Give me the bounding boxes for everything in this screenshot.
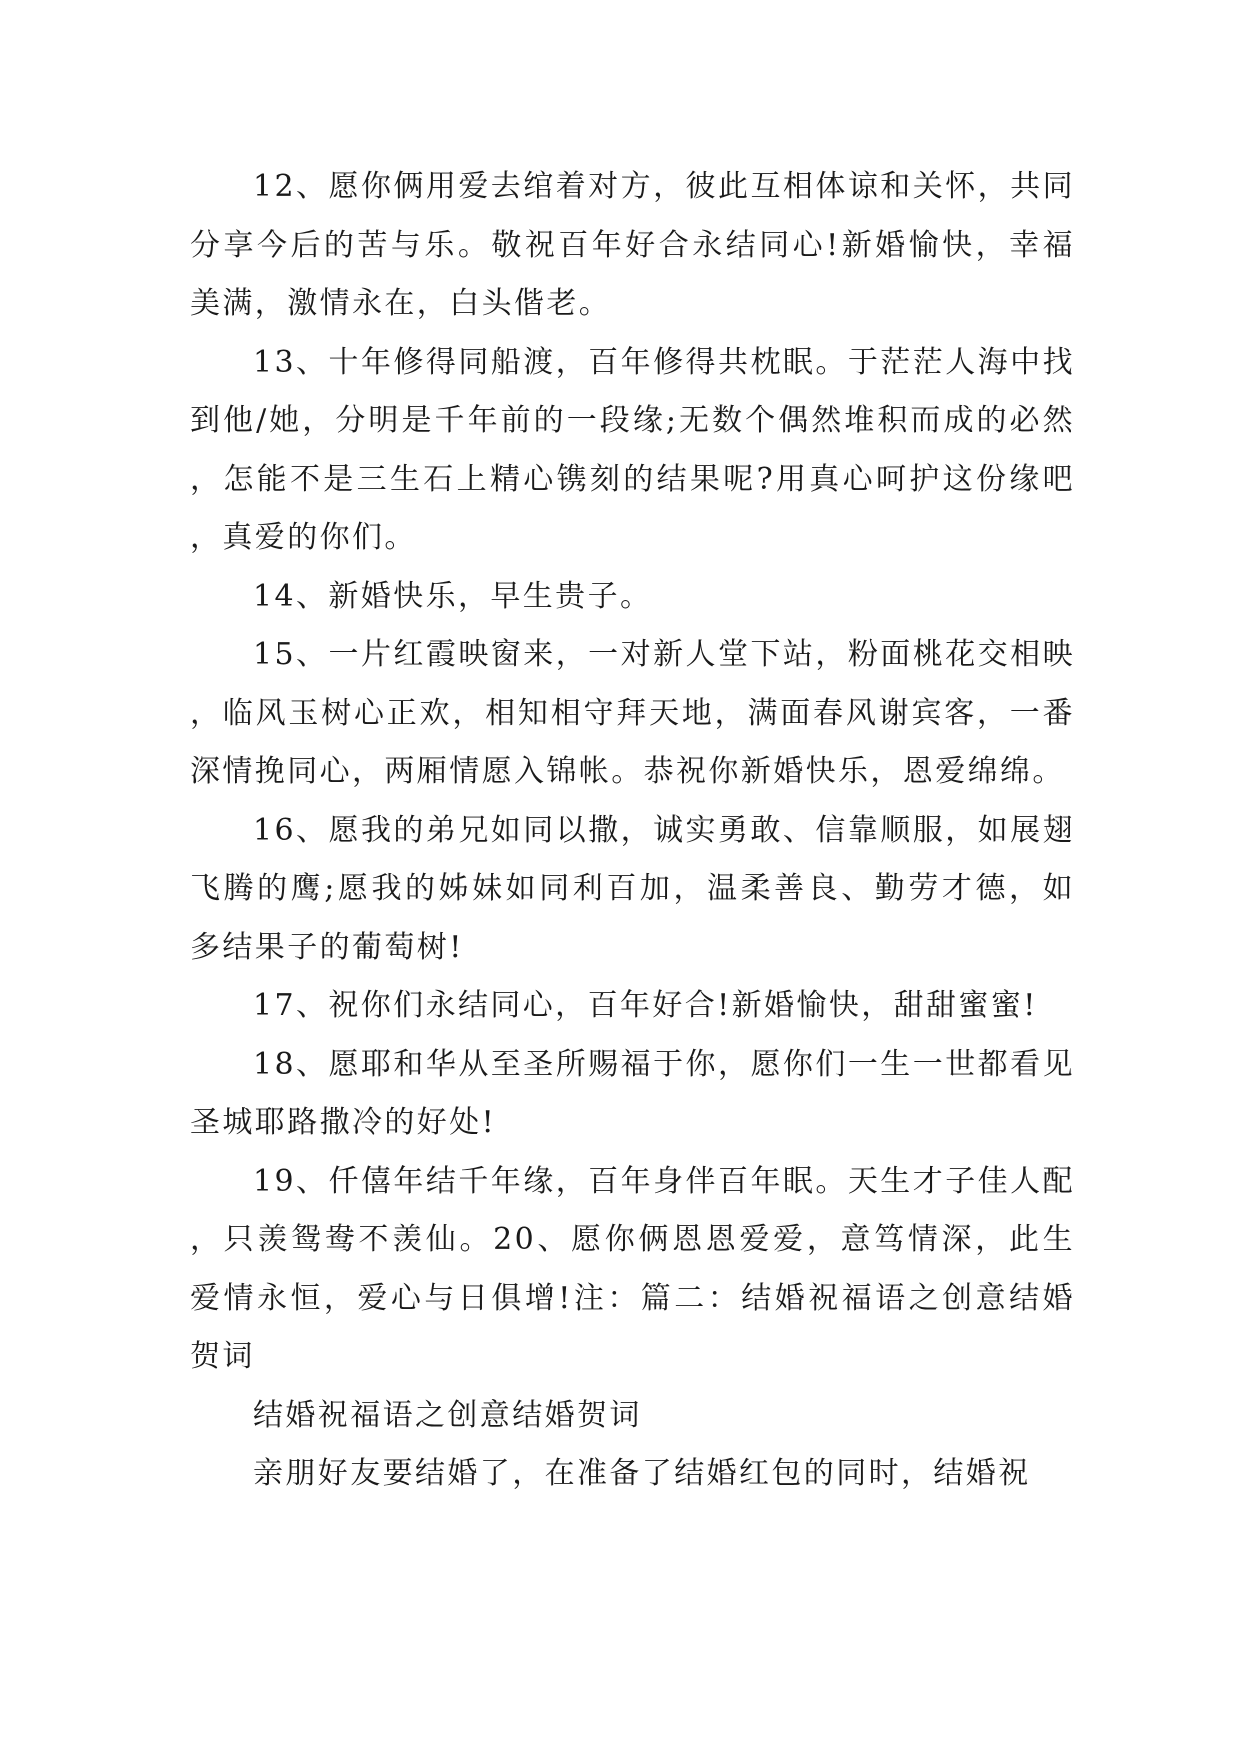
paragraph-18: 18、愿耶和华从至圣所赐福于你，愿你们一生一世都看见圣城耶路撒冷的好处! [190, 1046, 1075, 1140]
paragraph-17: 17、祝你们永结同心，百年好合!新婚愉快，甜甜蜜蜜! [253, 988, 1038, 1023]
paragraph-12: 12、愿你俩用爱去绾着对方，彼此互相体谅和关怀，共同分享今后的苦与乐。敬祝百年好合永结同心!新婚愉快，幸福美满，激情永在，白头偕老。 [190, 169, 1075, 321]
paragraph-15: 15、一片红霞映窗来，一对新人堂下站，粉面桃花交相映，临风玉树心正欢，相知相守拜天地，满面春风谢宾客，一番深情挽同心，两厢情愿入锦帐。恭祝你新婚快乐，恩爱绵绵。 [190, 637, 1075, 789]
paragraph-intro: 亲朋好友要结婚了，在准备了结婚红包的同时，结婚祝 [253, 1456, 1031, 1491]
paragraph-19-20: 19、仟僖年结千年缘，百年身伴百年眠。天生才子佳人配，只羡鸳鸯不羡仙。20、愿你俩恩恩爱爱，意笃情深，此生爱情永恒，爱心与日俱增!注：篇二：结婚祝福语之创意结婚贺词 [190, 1163, 1075, 1374]
document-body [190, 158, 1075, 1504]
paragraph-14: 14、新婚快乐，早生贵子。 [253, 578, 653, 614]
section-heading: 结婚祝福语之创意结婚贺词 [253, 1397, 642, 1433]
paragraph-13: 13、十年修得同船渡，百年修得共枕眠。于茫茫人海中找到他/她，分明是千年前的一段缘;无数个偶然堆积而成的必然，怎能不是三生石上精心镌刻的结果呢?用真心呵护这份缘吧，真爱的你们。 [190, 344, 1075, 555]
paragraph-16: 16、愿我的弟兄如同以撒，诚实勇敢、信靠顺服，如展翅飞腾的鹰;愿我的姊妹如同利百加，温柔善良、勤劳才德，如多结果子的葡萄树! [190, 812, 1075, 965]
